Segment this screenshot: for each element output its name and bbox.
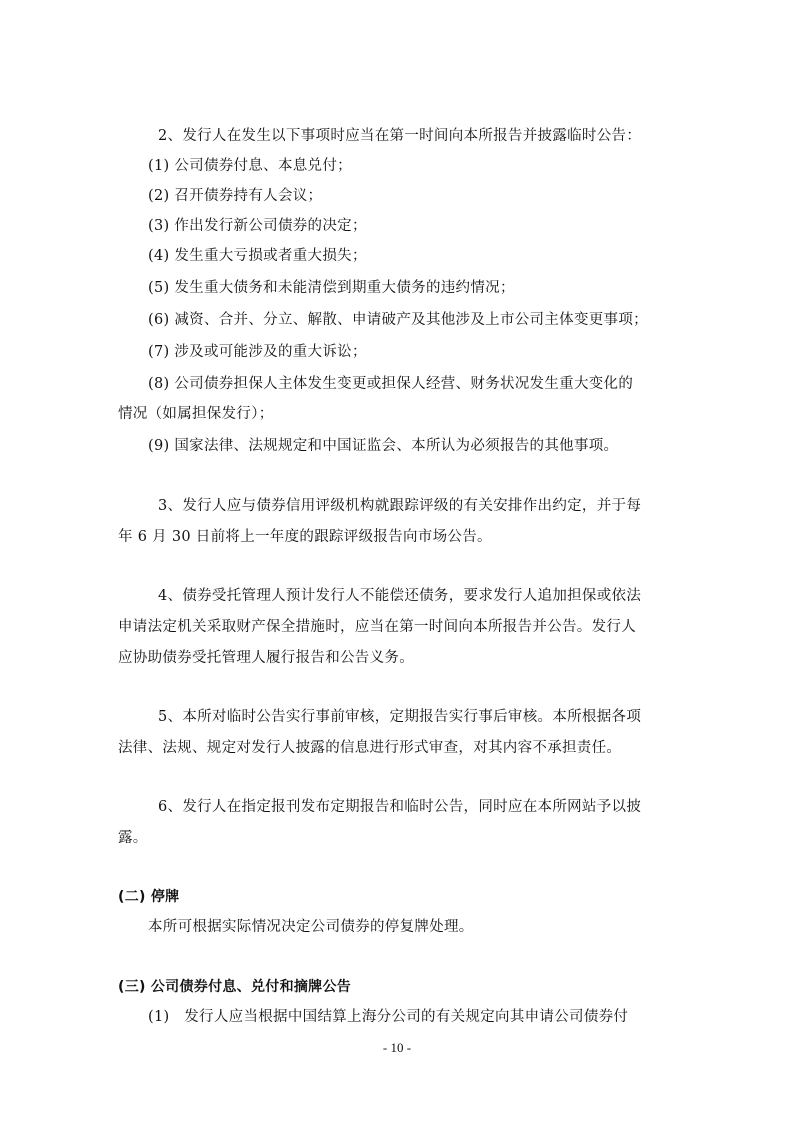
- item-5-line-2: 法律、法规、规定对发行人披露的信息进行形式审查，对其内容不承担责任。: [118, 740, 622, 756]
- sub-item-7: (7) 涉及或可能涉及的重大诉讼；: [148, 344, 367, 360]
- sub-item-1: (1) 公司债券付息、本息兑付；: [148, 158, 352, 174]
- sub-item-9: (9) 国家法律、法规规定和中国证监会、本所认为必须报告的其他事项。: [148, 438, 619, 454]
- section-heading-suspension: (二) 停牌: [118, 889, 180, 905]
- item-6-line-1: 6、发行人在指定报刊发布定期报告和临时公告，同时应在本所网站予以披: [158, 799, 642, 815]
- item-4-line-2: 申请法定机关采取财产保全措施时，应当在第一时间向本所报告并公告。发行人: [118, 619, 636, 635]
- sub-item-8: (8) 公司债券担保人主体发生变更或担保人经营、财务状况发生重大变化的: [148, 376, 634, 392]
- sub-item-5: (5) 发生重大债务和未能清偿到期重大债务的违约情况；: [148, 280, 515, 296]
- item-2-intro: 2、发行人在发生以下事项时应当在第一时间向本所报告并披露临时公告：: [158, 128, 642, 144]
- sub-item-3: (3) 作出发行新公司债券的决定；: [148, 218, 367, 234]
- section-heading-interest-payment: (三) 公司债券付息、兑付和摘牌公告: [118, 979, 352, 995]
- item-6-line-2: 露。: [118, 830, 148, 846]
- interest-payment-body: (1) 发行人应当根据中国结算上海分公司的有关规定向其申请公司债券付: [148, 1009, 629, 1025]
- page-number: - 10 -: [382, 1040, 412, 1055]
- item-5-line-1: 5、本所对临时公告实行事前审核，定期报告实行事后审核。本所根据各项: [158, 709, 642, 725]
- item-3-line-2: 年 6 月 30 日前将上一年度的跟踪评级报告向市场公告。: [118, 529, 492, 545]
- suspension-body: 本所可根据实际情况决定公司债券的停复牌处理。: [148, 919, 474, 935]
- sub-item-2: (2) 召开债券持有人会议；: [148, 188, 323, 204]
- sub-item-4: (4) 发生重大亏损或者重大损失；: [148, 248, 367, 264]
- item-4-line-1: 4、债券受托管理人预计发行人不能偿还债务，要求发行人追加担保或依法: [158, 588, 642, 604]
- item-3-line-1: 3、发行人应与债券信用评级机构就跟踪评级的有关安排作出约定，并于每: [158, 498, 642, 514]
- item-4-line-3: 应协助债券受托管理人履行报告和公告义务。: [118, 650, 414, 666]
- sub-item-8-continued: 情况（如属担保发行）；: [118, 406, 274, 422]
- sub-item-6: (6) 减资、合并、分立、解散、申请破产及其他涉及上市公司主体变更事项；: [148, 312, 648, 328]
